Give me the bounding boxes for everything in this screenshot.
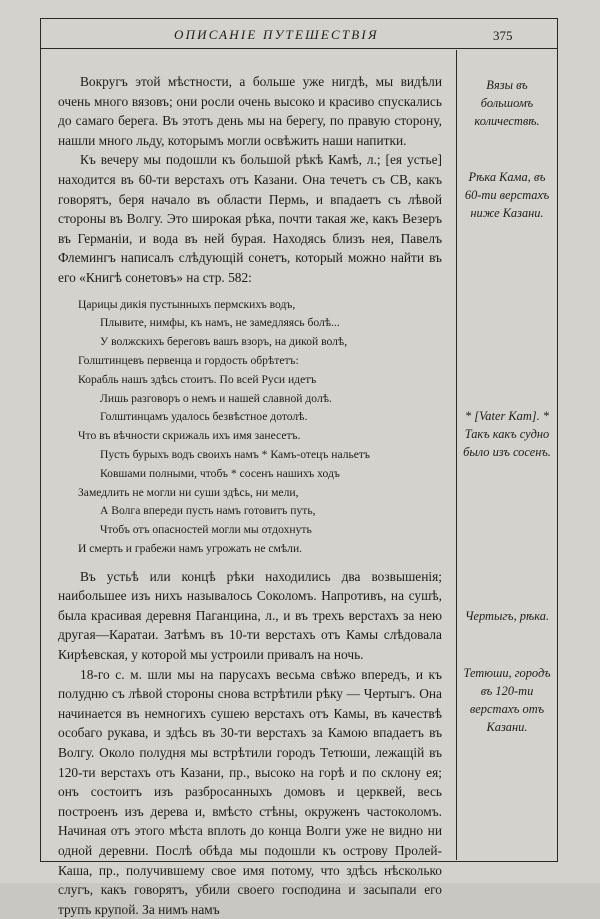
margin-note-elms: Вязы въ большомъ количествѣ. (474, 78, 540, 128)
header-divider (40, 48, 558, 49)
paragraph-4: 18-го с. м. шли мы на парусахъ весьма свѣжо впередъ, и къ полудню съ лѣвой стороны снова встрѣтили рѣку — Чертыгъ. Она начинается въ немногихъ сушею верстахъ отъ Камы, въ качествѣ особаго рукава, и здѣсь въ 30-ти верстахъ за Камою впадаетъ въ Волгу. Около полудня мы встрѣтили городъ Тетюши, лежащій въ 120-ти верстахъ отъ Казани, пр., высоко на горѣ и по склону ея; онъ состоитъ изъ разбросанныхъ домовъ и церквей, весь построенъ изъ дерева и, вмѣсто стѣны, окруженъ частоколомъ. Начиная отъ этого мѣста вплоть до конца Волги уже не видно ни одной деревни. Послѣ обѣда мы подошли къ острову Пролей-Каша, пр., получившему свое имя потому, что здѣсь нѣсколько слугъ, какъ говорятъ, убили своего господина и засыпали его трупъ крупой. За нимъ намъ (58, 666, 442, 917)
paragraph-3: Въ устьѣ или концѣ рѣки находились два возвышенія; наибольшее изъ нихъ называлось Соколомъ. Напротивъ, на сушѣ, была красивая деревня Паганцина, л., и въ трехъ верстахъ за нею другая—Каратаи. Затѣмъ въ 10-ти верстахъ отъ Камы слѣдовала Кирѣевская, у которой мы устроили привалъ на ночь. (58, 568, 442, 663)
sonnet (78, 296, 442, 559)
poem-line: Пусть бурыхъ водъ своихъ намъ * Камъ-отецъ нальетъ (100, 447, 370, 461)
poem-line: Корабль нашъ здѣсь стоитъ. По всей Руси идетъ (78, 372, 317, 386)
poem-line: Замедлить не могли ни суши здѣсь, ни мели, (78, 485, 299, 499)
poem-line: Плывите, нимфы, къ намъ, не замедляясь болѣ... (100, 316, 340, 330)
margin-note-footnotes: * [Vater Kam]. * Такъ какъ судно было изъ сосенъ. (463, 409, 551, 459)
poem-line: Чтобъ отъ опасностей могли мы отдохнуть (100, 523, 312, 537)
poem-line: Что въ вѣчности скрижаль ихъ имя занесетъ. (78, 429, 301, 443)
margin-note-chertyg: Чертыгъ, рѣка. (464, 609, 550, 623)
margin-column-divider (456, 50, 457, 860)
poem-line: Лишь разговоръ о немъ и нашей славной долѣ. (100, 391, 332, 405)
page-number: 375 (493, 28, 513, 43)
margin-note-tetyushi: Тетюши, городъ въ 120-ти верстахъ отъ Казани. (463, 666, 551, 734)
poem-line: Голштинцевъ первенца и гордость обрѣтетъ: (78, 353, 299, 367)
paragraph-2: Къ вечеру мы подошли къ большой рѣкѣ Камѣ, л.; [ея устье] находится въ 60-ти верстахъ отъ Казани. Она течетъ съ СВ, какъ говорятъ, беря начало въ области Пермь, и впадаетъ съ лѣвой стороны въ Волгу. Это широкая рѣка, почти такая же, какъ Везеръ въ Германіи, и вода въ ней бурая. Находясь близъ нея, Павелъ Флемингъ написалъ слѣдующій сонетъ, который можно найти въ его «Книгѣ сонетовъ» на стр. 582: (58, 152, 442, 285)
main-text (58, 72, 442, 919)
running-title: ОПИСАНІЕ ПУТЕШЕСТВІЯ (174, 27, 379, 42)
poem-line: Царицы дикія пустынныхъ пермскихъ водъ, (78, 297, 296, 311)
paragraph-1: Вокругъ этой мѣстности, а больше уже нигдѣ, мы видѣли очень много вязовъ; они росли очень высоко и красиво спускались до самаго берега. Въ этотъ день мы на берегу, по правую сторону, нашли много льду, которымъ могли освѣжить наши напитки. (58, 74, 442, 148)
margin-note-kama: Рѣка Кама, въ 60-ти верстахъ ниже Казани. (464, 170, 550, 220)
poem-line: И смерть и грабежи намъ угрожать не смѣли. (78, 541, 303, 555)
poem-line: Ковшами полными, чтобъ * сосенъ нашихъ ходъ (100, 466, 340, 480)
poem-line: У волжскихъ береговъ вашъ взоръ, на дикой волѣ, (100, 335, 348, 349)
poem-line: А Волга впереди пусть намъ готовитъ путь, (100, 504, 316, 518)
poem-line: Голштинцамъ удалось безвѣстное дотолѣ. (100, 410, 308, 424)
